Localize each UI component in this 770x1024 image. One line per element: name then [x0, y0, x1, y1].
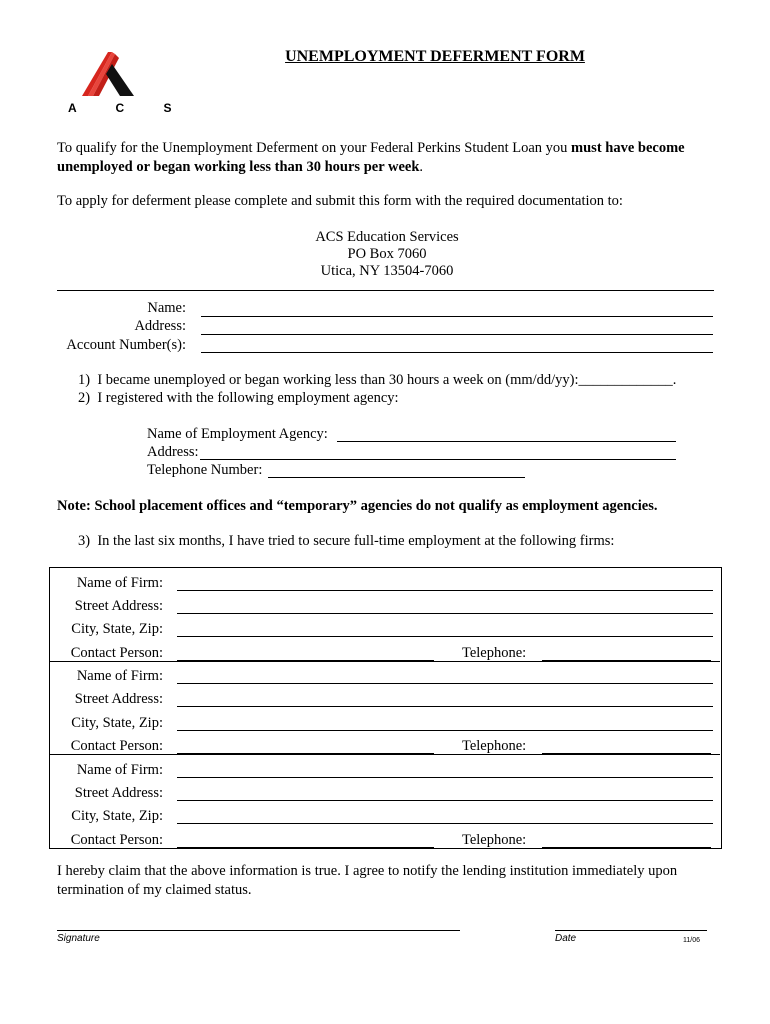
intro-paragraph: To qualify for the Unemployment Deferment on your Federal Perkins Student Loan you must have become unemployed or began working less than 30 hours per week. [57, 140, 685, 175]
firm-2-city-field[interactable] [177, 730, 713, 731]
firm-3-contact-label: Contact Person: [70, 832, 163, 848]
agency-address-label: Address: [147, 444, 199, 460]
firm-3-street-field[interactable] [177, 800, 713, 801]
firm-2-street-label: Street Address: [74, 691, 163, 707]
form-title: UNEMPLOYMENT DEFERMENT FORM [285, 48, 585, 65]
name-label: Name: [147, 300, 186, 316]
section-divider [57, 290, 714, 291]
item-1: 1) I became unemployed or began working less than 30 hours a week on (mm/dd/yy):_____________. [78, 372, 677, 388]
item-2: 2) I registered with the following employment agency: [78, 390, 399, 406]
firm-3-name-label: Name of Firm: [76, 762, 163, 778]
firm-2-street-field[interactable] [177, 706, 713, 707]
firm-2-contact-label: Contact Person: [70, 738, 163, 754]
firm-3-city-label: City, State, Zip: [71, 808, 163, 824]
address-line-1: ACS Education Services [315, 229, 459, 245]
agency-note: Note: School placement offices and “temporary” agencies do not qualify as employment agencies. [57, 498, 658, 514]
signature-label: Signature [57, 933, 100, 944]
firm-1-name-field[interactable] [177, 590, 713, 591]
firm-1-contact-label: Contact Person: [70, 645, 163, 661]
date-label: Date [555, 933, 577, 944]
item-3: 3) In the last six months, I have tried to secure full-time employment at the following firms: [78, 533, 615, 549]
firm-1-name-label: Name of Firm: [76, 575, 163, 591]
date-field[interactable] [555, 930, 707, 931]
agency-name-label: Name of Employment Agency: [147, 426, 328, 442]
agency-phone-field[interactable] [268, 477, 525, 478]
firm-3-city-field[interactable] [177, 823, 713, 824]
firm-3-phone-label: Telephone: [462, 832, 527, 848]
unemployment-date-statement[interactable]: I became unemployed or began working less than 30 hours a week on (mm/dd/yy):_____________. [97, 372, 677, 388]
signature-field[interactable] [57, 930, 460, 931]
address-label: Address: [134, 318, 186, 334]
firm-2-name-field[interactable] [177, 683, 713, 684]
firm-2-name-label: Name of Firm: [76, 668, 163, 684]
mailing-address [57, 229, 717, 280]
firm-1-city-field[interactable] [177, 636, 713, 637]
firm-1-phone-label: Telephone: [462, 645, 527, 661]
apply-instructions: To apply for deferment please complete and submit this form with the required documentation to: [57, 193, 623, 209]
logo-text: A C S [68, 101, 190, 115]
firm-1-street-field[interactable] [177, 613, 713, 614]
claim-statement: I hereby claim that the above information is true. I agree to notify the lending institution immediately upon termination of my claimed status. [57, 863, 678, 898]
account-number-label: Account Number(s): [66, 337, 186, 353]
agency-address-field[interactable] [200, 459, 676, 460]
address-field[interactable] [201, 334, 713, 335]
firm-3-name-field[interactable] [177, 777, 713, 778]
firm-1-contact-field[interactable] [177, 660, 434, 661]
agency-name-field[interactable] [337, 441, 676, 442]
firm-3-contact-field[interactable] [177, 847, 434, 848]
account-number-field[interactable] [201, 352, 713, 353]
firm-3-street-label: Street Address: [74, 785, 163, 801]
firm-2-city-label: City, State, Zip: [71, 715, 163, 731]
firm-2-contact-field[interactable] [177, 753, 434, 754]
firm-1-city-label: City, State, Zip: [71, 621, 163, 637]
address-line-2: PO Box 7060 [347, 246, 427, 262]
firm-1-street-label: Street Address: [74, 598, 163, 614]
name-field[interactable] [201, 316, 713, 317]
firm-2-phone-field[interactable] [542, 753, 711, 754]
firm-3-phone-field[interactable] [542, 847, 711, 848]
agency-phone-label: Telephone Number: [147, 462, 263, 478]
firm-2-phone-label: Telephone: [462, 738, 527, 754]
address-line-3: Utica, NY 13504-7060 [320, 263, 454, 279]
form-version: 11/06 [683, 937, 700, 944]
firm-1-phone-field[interactable] [542, 660, 711, 661]
